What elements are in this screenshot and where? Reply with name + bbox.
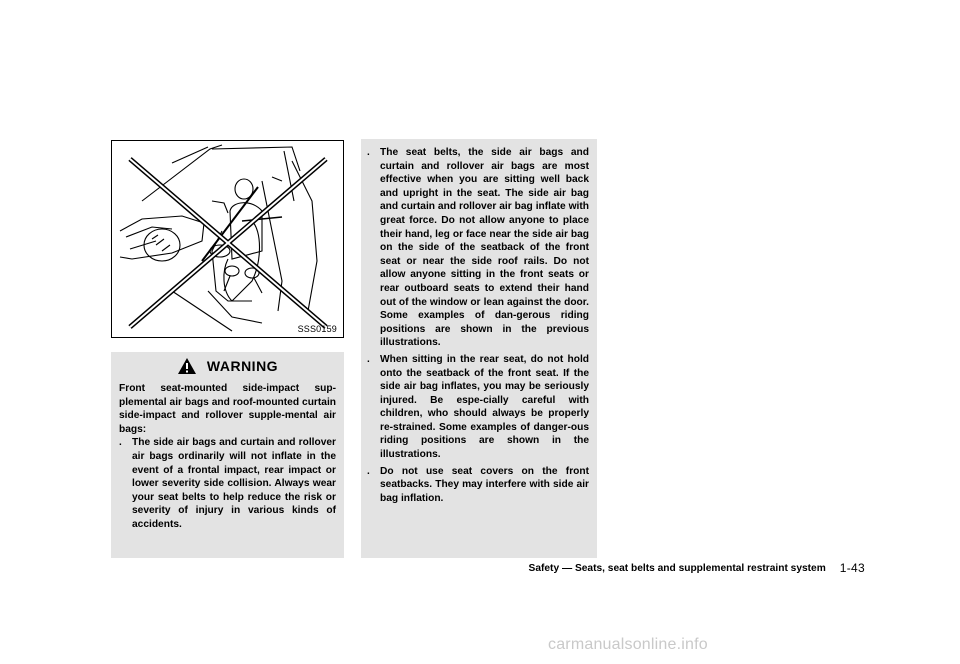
figure-illustration [111,140,344,338]
page-number: 1-43 [839,561,865,575]
bullet-mark: . [367,465,370,477]
warning-panel-left [111,352,344,558]
list-item-text: When sitting in the rear seat, do not hold onto the seatback of the front seat. If the side air bag inflates, you may be seriously injured. Be espe-cially careful with children, who should always be properly re-strained. Some examples of danger-ous riding positions are shown in the illustrations. [380,353,589,461]
list-item-text: Do not use seat covers on the front seatbacks. They may interfere with side air bag inflation. [380,465,589,504]
bullet-mark: . [119,437,122,449]
list-item-text: The side air bags and curtain and rollover air bags ordinarily will not inflate in the event of a frontal impact, rear impact or lower severity side collision. Always wear your seat belts to help reduce the risk or severity of injury in various kinds of accidents. [132,437,336,530]
watermark: carmanualsonline.info [548,636,708,653]
warning-panel-right [361,139,597,558]
bullet-mark: . [367,147,370,158]
list-item [367,353,589,462]
page-footer [475,558,865,578]
unsafe-seating-illustration [112,141,343,337]
list-item [367,465,589,506]
warning-heading [111,352,344,380]
list-item [367,146,589,350]
footer-section-title: Safety — Seats, seat belts and supplemental restraint system [528,562,826,574]
list-item-text: The seat belts, the side air bags and curtain and rollover air bags are most effective when you are sitting well back and upright in the seat. The side air bag and curtain and rollover air bag inflate with great force. Do not allow anyone to place their hand, leg or face near the side air bag on the side of the seatback of the front seat or near the side roof rails. Do not allow anyone sitting in the front seats or rear outboard seats to extend their hand out of the window or lean against the door. Some examples of dan-gerous riding positions are shown in the previous illustrations. [380,147,589,349]
bullet-mark: . [367,353,370,365]
figure-code: SSS0159 [297,324,337,334]
warning-title: WARNING [206,358,279,374]
warning-triangle-icon [177,357,197,375]
list-item [119,436,336,531]
warning-intro: Front seat-mounted side-impact sup-plemental air bags and roof-mounted curtain side-impact and rollover supple-mental air bags: [119,383,336,435]
